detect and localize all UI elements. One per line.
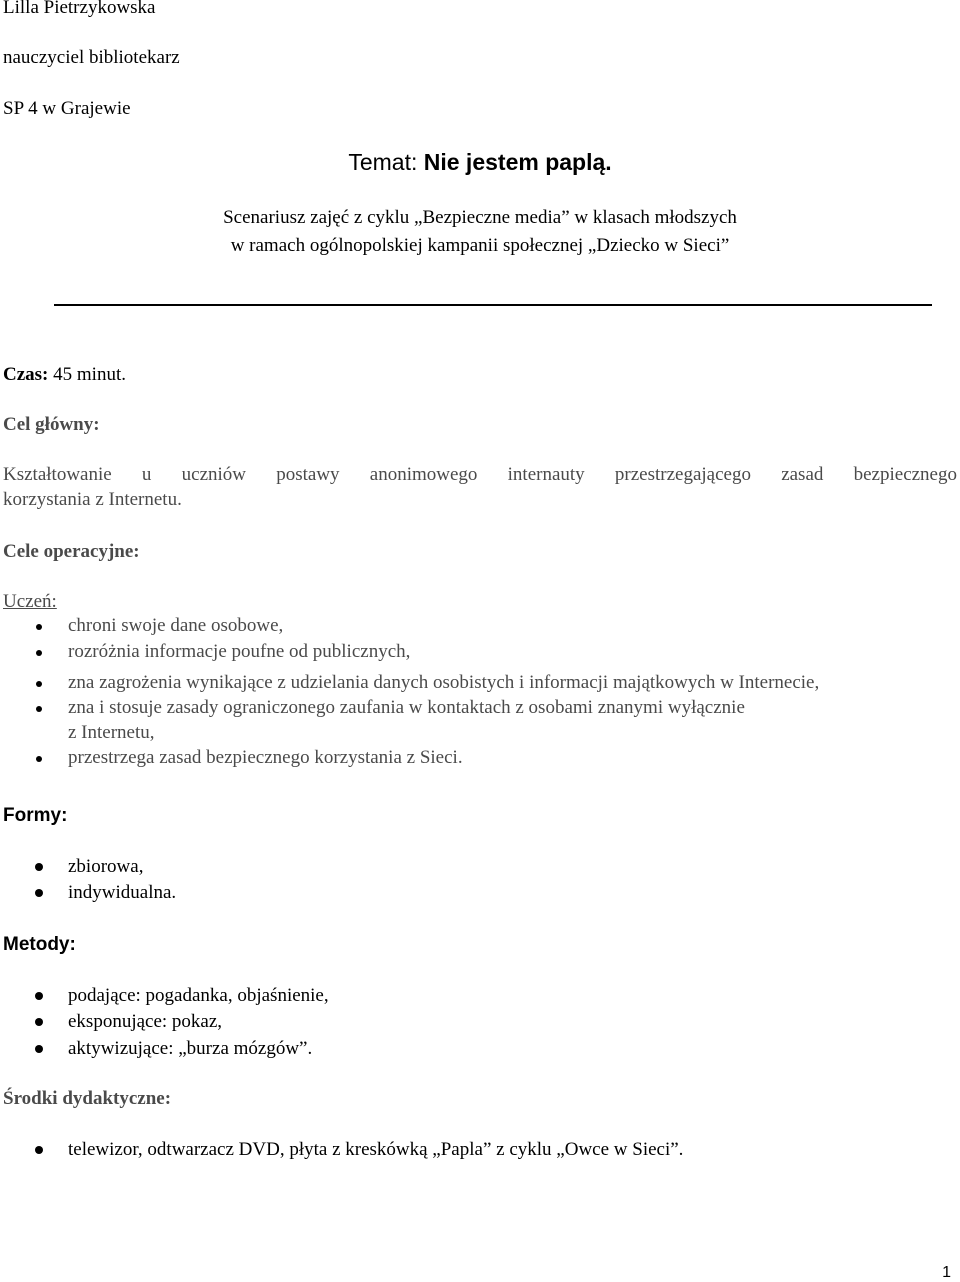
bullet-icon — [35, 992, 43, 1000]
operational-goal-item: zna i stosuje zasady ograniczonego zaufania w kontaktach z osobami znanymi wyłącznie — [68, 697, 745, 718]
operational-goals-heading: Cele operacyjne: — [3, 541, 140, 562]
author-name: Lilla Pietrzykowska — [3, 0, 156, 18]
operational-goal-item: chroni swoje dane osobowe, — [68, 615, 284, 636]
horizontal-divider — [54, 304, 932, 306]
bullet-icon — [36, 650, 42, 656]
bullet-icon — [36, 756, 42, 762]
materials-heading: Środki dydaktyczne: — [3, 1088, 172, 1109]
page-number: 1 — [942, 1264, 951, 1281]
title-main-text: Nie jestem paplą. — [423, 149, 612, 175]
method-item: eksponujące: pokaz, — [68, 1011, 223, 1032]
bullet-icon — [35, 863, 43, 871]
method-item: podające: pogadanka, objaśnienie, — [68, 985, 329, 1006]
school-name: SP 4 w Grajewie — [3, 98, 131, 119]
main-goal-heading: Cel główny: — [3, 414, 100, 435]
operational-goal-item-continued: z Internetu, — [68, 722, 155, 743]
page-title — [0, 148, 960, 176]
operational-goal-item: przestrzega zasad bezpiecznego korzystania z Sieci. — [68, 747, 463, 768]
subtitle-line-1: Scenariusz zajęć z cyklu „Bezpieczne media” w klasach młodszych — [223, 207, 737, 228]
main-goal-line-2: korzystania z Internetu. — [3, 489, 182, 510]
time-value: 45 minut. — [48, 364, 126, 385]
material-item: telewizor, odtwarzacz DVD, płyta z kreskówką „Papla” z cyklu „Owce w Sieci”. — [68, 1139, 684, 1160]
form-item: indywidualna. — [68, 882, 177, 903]
method-item: aktywizujące: „burza mózgów”. — [68, 1038, 313, 1059]
operational-goal-item: rozróżnia informacje poufne od publicznych, — [68, 641, 411, 662]
subtitle-line-2: w ramach ogólnopolskiej kampanii społecznej „Dziecko w Sieci” — [230, 235, 730, 256]
bullet-icon — [36, 681, 42, 687]
bullet-icon — [36, 624, 42, 630]
bullet-icon — [35, 1018, 43, 1026]
methods-heading: Metody: — [3, 934, 76, 955]
main-goal-line-1: Kształtowanie u uczniów postawy anonimowego internauty przestrzegającego zasad bezpiecznego — [3, 464, 957, 485]
forms-heading: Formy: — [3, 805, 68, 826]
bullet-icon — [35, 889, 43, 897]
time-label: Czas: — [3, 364, 49, 385]
bullet-icon — [36, 706, 42, 712]
student-label: Uczeń: — [3, 591, 57, 612]
bullet-icon — [35, 1146, 43, 1154]
author-role: nauczyciel bibliotekarz — [3, 47, 180, 68]
operational-goal-item: zna zagrożenia wynikające z udzielania danych osobistych i informacji majątkowych w Internecie, — [68, 672, 820, 693]
bullet-icon — [35, 1045, 43, 1053]
title-prefix: Temat: — [348, 149, 424, 175]
time-row — [3, 364, 126, 386]
form-item: zbiorowa, — [68, 856, 144, 877]
